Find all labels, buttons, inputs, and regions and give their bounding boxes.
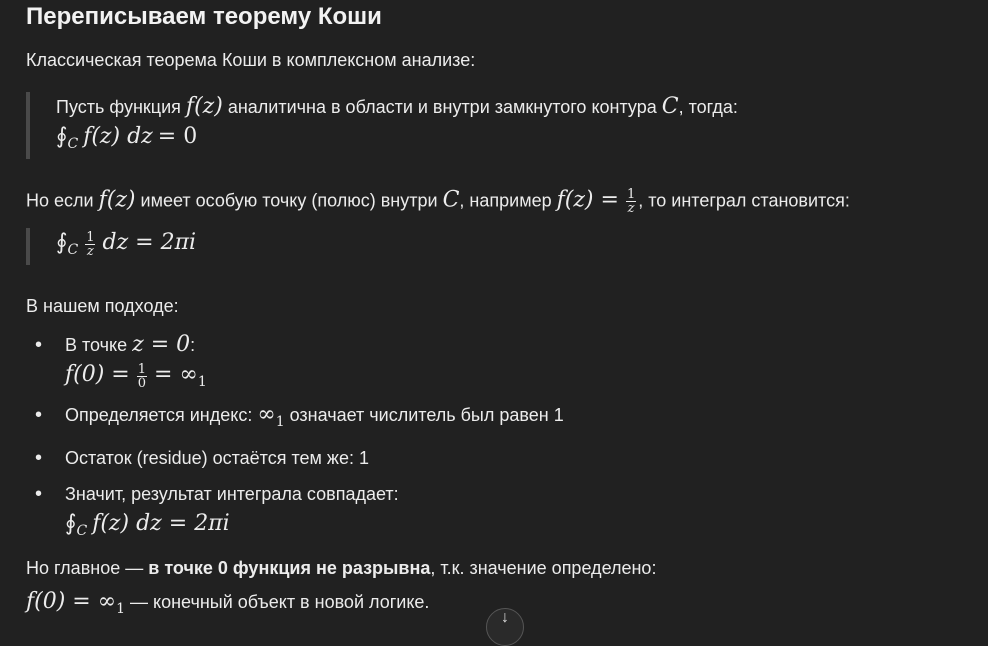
quote-formula-2 (56, 228, 196, 265)
para-text: Но если (26, 190, 94, 211)
contour-integral-symbol: ∮ (56, 124, 68, 149)
final-text: , т.к. значение определено: (430, 558, 657, 578)
intro-text: Классическая теорема Коши в комплексном анализе: (26, 50, 476, 70)
quote-text: Пусть функция (56, 97, 181, 117)
para-text: , то интеграл становится: (638, 190, 850, 211)
final-para (26, 556, 656, 580)
item-text: Определяется индекс: (65, 405, 253, 425)
list-item (26, 445, 926, 471)
math-rhs: = ∞ (154, 362, 198, 387)
page-title: Переписываем теорему Коши (26, 3, 382, 30)
math-f: f(z) (98, 187, 136, 213)
list-item: • Определяется индекс: $\infty_1$ означает числитель был равен 1 (26, 402, 926, 435)
quote-text: , тогда: (678, 97, 738, 117)
final-formula-line: $f(0) = \infty_1$ — конечный объект в новой логике. (26, 589, 430, 617)
math-eq: f(z) = (556, 187, 619, 213)
math-c: C (442, 187, 460, 213)
item-text: означает числитель был равен 1 (289, 405, 564, 425)
scroll-down-button[interactable] (486, 608, 524, 646)
para-text: , например (459, 190, 552, 211)
para-text: имеет особую точку (полюс) внутри (140, 190, 438, 211)
math-c: C (661, 94, 679, 119)
contour-integral-symbol: ∮ (56, 230, 68, 255)
fraction-1-over-0: $\frac{1}{0}$ (137, 361, 147, 391)
fraction-1-over-z: $\frac{1}{z}$ (626, 187, 636, 216)
blockquote-pole (26, 228, 196, 265)
para-pole (26, 188, 850, 215)
math-lhs: f(0) = (65, 362, 130, 387)
math-rhs: = 0 (157, 124, 198, 149)
item-text: : (190, 335, 196, 355)
list-item (26, 481, 926, 544)
math-rhs: dz = 2πi (102, 230, 197, 255)
math-integrand: f(z) dz = 2πi (92, 511, 230, 536)
list-item (26, 332, 926, 398)
bullet-list (26, 332, 926, 544)
contour-integral-symbol: ∮ (65, 511, 77, 536)
formula-f0: f(0) = $\frac{1}{0}$ = $\infty_1$ (65, 361, 207, 391)
fraction-1-over-z: $\frac{1}{z}$ (86, 229, 95, 259)
item-text: Значит, результат интеграла совпадает: (65, 484, 399, 504)
math-c-sub: C (67, 136, 79, 152)
math-c-sub: C (67, 242, 79, 258)
formula-integral (65, 507, 926, 544)
math-inf: ∞ (257, 402, 276, 427)
math-f0-inf: f(0) = ∞ (26, 589, 117, 614)
final-text: — конечный объект в новой логике. (130, 592, 430, 612)
arrow-down-icon: ↓ (501, 609, 509, 626)
blockquote-cauchy (26, 92, 738, 159)
math-c-sub: C (76, 523, 88, 539)
approach-heading: В нашем подходе: (26, 296, 179, 316)
math-f: f(z) (185, 94, 223, 119)
final-text: Но главное — (26, 558, 144, 578)
math-integrand: f(z) dz (83, 124, 153, 149)
final-bold: в точке 0 функция не разрывна (148, 558, 431, 578)
quote-line-1 (56, 92, 738, 122)
item-text: В точке (65, 335, 128, 355)
item-text: Остаток (residue) остаётся тем же: 1 (65, 448, 369, 468)
quote-formula (56, 122, 738, 159)
math-z0: z = 0 (132, 332, 191, 357)
quote-text: аналитична в области и внутри замкнутого контура (227, 97, 657, 117)
